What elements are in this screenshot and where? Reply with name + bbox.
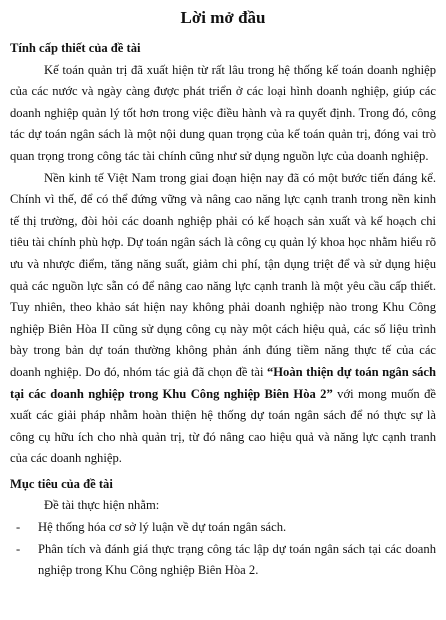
paragraph-2-text-after: với mong muốn đề xuất các giải pháp nhằm hoàn thiện hệ thống dự toán ngân sách để nó thực sự là công cụ hữu ích cho nhà quản trị, từ đó nâng cao hiệu quả và năng lực cạnh tranh của các doanh nghiệp. <box>10 386 436 466</box>
paragraph-2-text-before: Nền kinh tế Việt Nam trong giai đoạn hiện nay đã có một bước tiến đáng kể. Chính vì thế, để có thể đứng vững và nâng cao năng lực cạnh tranh trong nền kinh tế thị trường, đòi hỏi các doanh nghiệp phải có kế hoạch sản xuất và kế hoạch chi tiêu tài chính phù hợp. Dự toán ngân sách là công cụ quản lý khoa học nhằm hiểu rõ ưu và nhược điểm, tăng năng suất, giảm chi phí, tận dụng triệt để và sử dụng hiệu quả các nguồn lực sẵn có để nâng cao năng lực cạnh tranh là một yêu cầu cấp thiết. Tuy nhiên, theo khảo sát hiện nay không phải doanh nghiệp nào trong Khu Công nghiệp Biên Hòa II cũng sử dụng công cụ này một cách hiệu quả, các số liệu trình bày trong bản dự toán thường không phản ánh đúng tiềm năng thực tế của các doanh nghiệp. Do đó, nhóm tác giả đã chọn đề tài <box>10 170 436 379</box>
section-heading-urgency: Tính cấp thiết của đề tài <box>10 41 141 55</box>
section-heading-objectives: Mục tiêu của đề tài <box>10 476 113 491</box>
paragraph-2 <box>10 168 436 470</box>
list-item: - Phân tích và đánh giá thực trạng công tác lập dự toán ngân sách tại các doanh nghiệp trong Khu Công nghiệp Biên Hòa 2. <box>10 539 436 582</box>
objectives-intro: Đề tài thực hiện nhằm: <box>44 498 160 513</box>
list-item: - Hệ thống hóa cơ sở lý luận về dự toán ngân sách. <box>10 517 436 539</box>
objectives-list <box>10 517 436 582</box>
paragraph-2-topic-title: “Hoàn thiện dự toán ngân sách tại các doanh nghiệp trong Khu Công nghiệp Biên Hòa 2” <box>10 364 436 401</box>
paragraph-1: Kế toán quản trị đã xuất hiện từ rất lâu trong hệ thống kế toán doanh nghiệp của các nước và ngày càng được phát triển ở các loại hình doanh nghiệp, giúp các doanh nghiệp quản lý tốt hơn trong việc điều hành và ra quyết định. Trong đó, công tác dự toán ngân sách là một nội dung quan trọng của kế toán quản trị, đóng vai trò quan trọng trong công tác tài chính cũng như sử dụng nguồn lực của doanh nghiệp. <box>10 62 436 163</box>
page-title: Lời mở đầu <box>180 8 266 27</box>
